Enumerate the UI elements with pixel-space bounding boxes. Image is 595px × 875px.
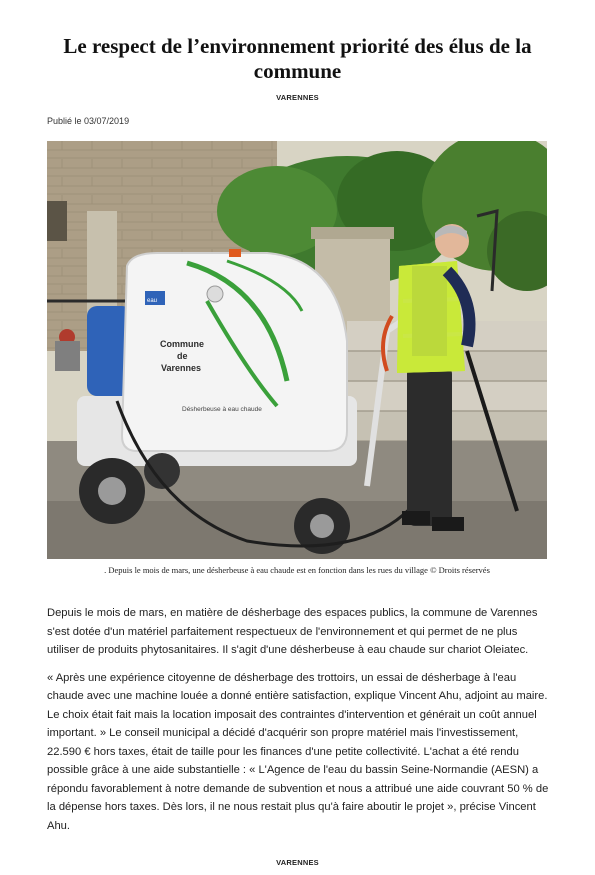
article-photo [47, 141, 547, 559]
footer-section-tag: VARENNES [276, 858, 319, 867]
machine-label-line2: de [177, 351, 188, 361]
article-title: Le respect de l’environnement priorité des élus de la commune [63, 34, 532, 83]
machine-label-line3: Varennes [161, 363, 202, 373]
article-paragraph: Depuis le mois de mars, en matière de désherbage des espaces publics, la commune de Varennes s'est dotée d'un matériel parfaitement respectueux de l'environnement et qui permet de ne plus utiliser de produits phytosanitaires. Il s'agit d'une désherbeuse à eau chaude sur chariot Oleiatec. [47, 607, 538, 656]
window [47, 201, 67, 241]
article-body [47, 604, 549, 844]
machine-label-line1: Commune [160, 339, 205, 349]
section-tag: VARENNES [276, 93, 319, 102]
machine-sublabel: Désherbeuse à eau chaude [182, 406, 262, 413]
publication-date: Publié le 03/07/2019 [47, 116, 130, 126]
article-paragraph: « Après une expérience citoyenne de désherbage des trottoirs, un essai de désherbage à l'eau chaude avec une machine louée a donné entière satisfaction, explique Vincent Ahu, adjoint au maire. Le choix était fait mais la location imposait des contraintes d'intervention et générait un coût annuel important. » Le conseil municipal a décidé d'acquérir son propre matériel mais l'investissement, 22.590 € hors taxes, était de taille pour les finances d'une petite collectivité. L'achat a été rendu possible grâce à une aide substantielle : « L'Agence de l'eau du bassin Seine-Normandie (AESN) a répondu favorablement à notre demande de subvention et nous a attribué une aide couvrant 50 % de la dépense hors taxes. Dès lors, il ne nous restait plus qu'à faire aboutir le projet », précise Vincent Ahu. [47, 671, 549, 832]
photo-illustration [47, 141, 547, 559]
machine-logo-text: eau [147, 298, 158, 304]
photo-caption: . Depuis le mois de mars, une désherbeuse à eau chaude est en fonction dans les rues du village © Droits réservés [104, 565, 490, 575]
